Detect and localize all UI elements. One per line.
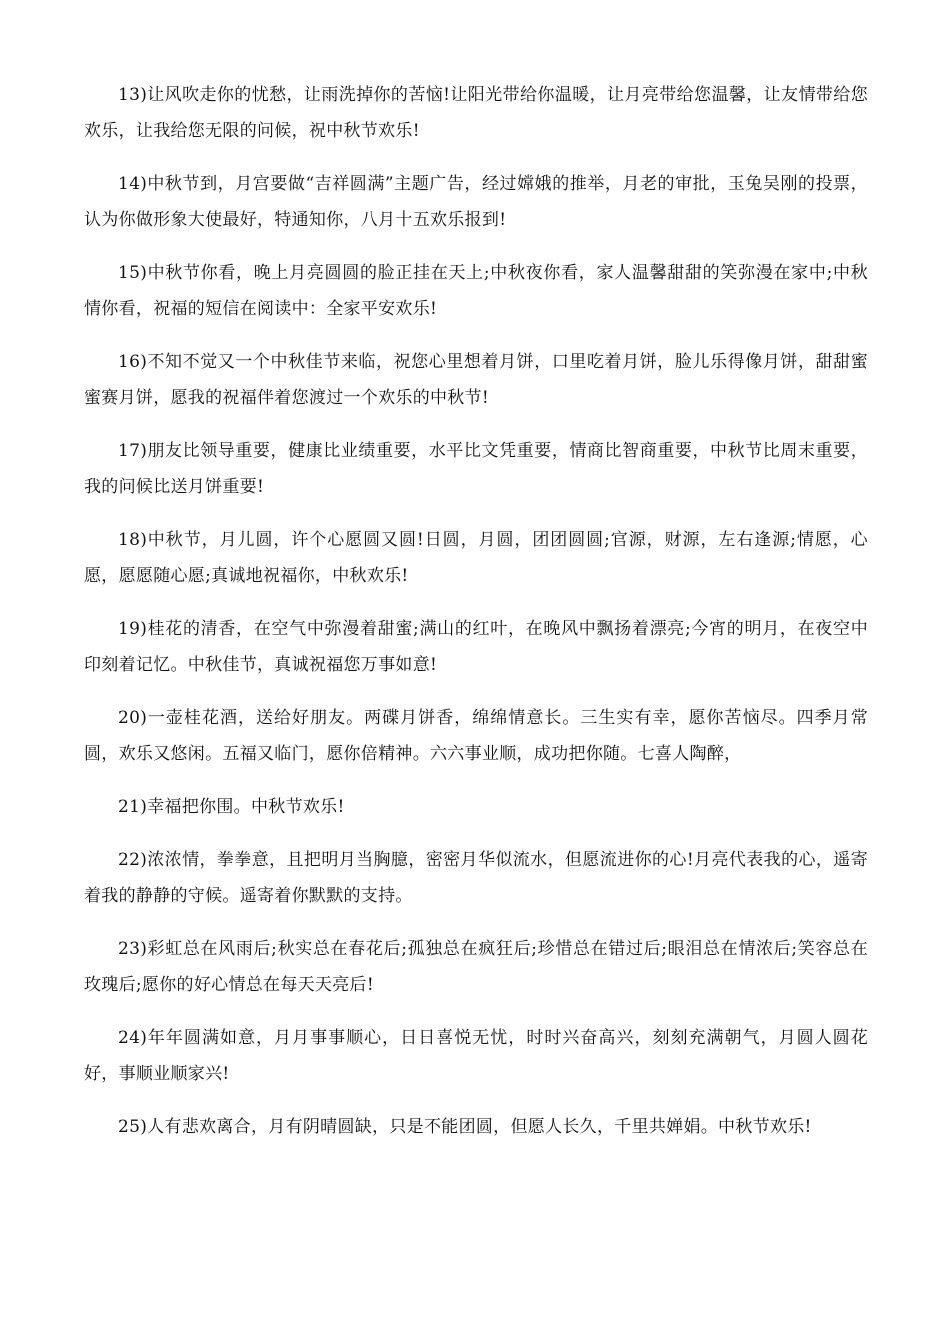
document-body — [84, 77, 868, 1162]
paragraph-16: 16)不知不觉又一个中秋佳节来临，祝您心里想着月饼，口里吃着月饼，脸儿乐得像月饼，甜甜蜜蜜赛月饼，愿我的祝福伴着您渡过一个欢乐的中秋节! — [84, 352, 868, 408]
paragraph-22: 22)浓浓情，拳拳意，且把明月当胸臆，密密月华似流水，但愿流进你的心!月亮代表我的心，遥寄着我的静静的守候。遥寄着你默默的支持。 — [84, 850, 868, 906]
paragraph-15: 15)中秋节你看，晚上月亮圆圆的脸正挂在天上;中秋夜你看，家人温馨甜甜的笑弥漫在家中;中秋情你看，祝福的短信在阅读中：全家平安欢乐! — [84, 263, 868, 319]
paragraph-18: 18)中秋节，月儿圆，许个心愿圆又圆!日圆，月圆，团团圆圆;官源，财源，左右逢源;情愿，心愿，愿愿随心愿;真诚地祝福你，中秋欢乐! — [84, 530, 868, 586]
paragraph-25: 25)人有悲欢离合，月有阴晴圆缺，只是不能团圆，但愿人长久，千里共婵娟。中秋节欢乐! — [118, 1117, 812, 1137]
paragraph-23: 23)彩虹总在风雨后;秋实总在春花后;孤独总在疯狂后;珍惜总在错过后;眼泪总在情浓后;笑容总在玫瑰后;愿你的好心情总在每天天亮后! — [84, 939, 868, 995]
paragraph-24: 24)年年圆满如意，月月事事顺心，日日喜悦无忧，时时兴奋高兴，刻刻充满朝气，月圆人圆花好，事顺业顺家兴! — [84, 1028, 868, 1084]
paragraph-19: 19)桂花的清香，在空气中弥漫着甜蜜;满山的红叶，在晚风中飘扬着漂亮;今宵的明月，在夜空中印刻着记忆。中秋佳节，真诚祝福您万事如意! — [84, 619, 868, 675]
paragraph-21: 21)幸福把你围。中秋节欢乐! — [118, 797, 345, 817]
paragraph-13: 13)让风吹走你的忧愁，让雨洗掉你的苦恼!让阳光带给你温暖，让月亮带给您温馨，让友情带给您欢乐，让我给您无限的问候，祝中秋节欢乐! — [84, 85, 868, 141]
paragraph-20: 20)一壶桂花酒，送给好朋友。两碟月饼香，绵绵情意长。三生实有幸，愿你苦恼尽。四季月常圆，欢乐又悠闲。五福又临门，愿你倍精神。六六事业顺，成功把你随。七喜人陶醉， — [84, 708, 868, 764]
paragraph-17: 17)朋友比领导重要，健康比业绩重要，水平比文凭重要，情商比智商重要，中秋节比周末重要，我的问候比送月饼重要! — [84, 441, 868, 497]
paragraph-14: 14)中秋节到，月宫要做“吉祥圆满”主题广告，经过嫦娥的推举，月老的审批，玉兔吴刚的投票，认为你做形象大使最好，特通知你，八月十五欢乐报到! — [84, 174, 868, 230]
